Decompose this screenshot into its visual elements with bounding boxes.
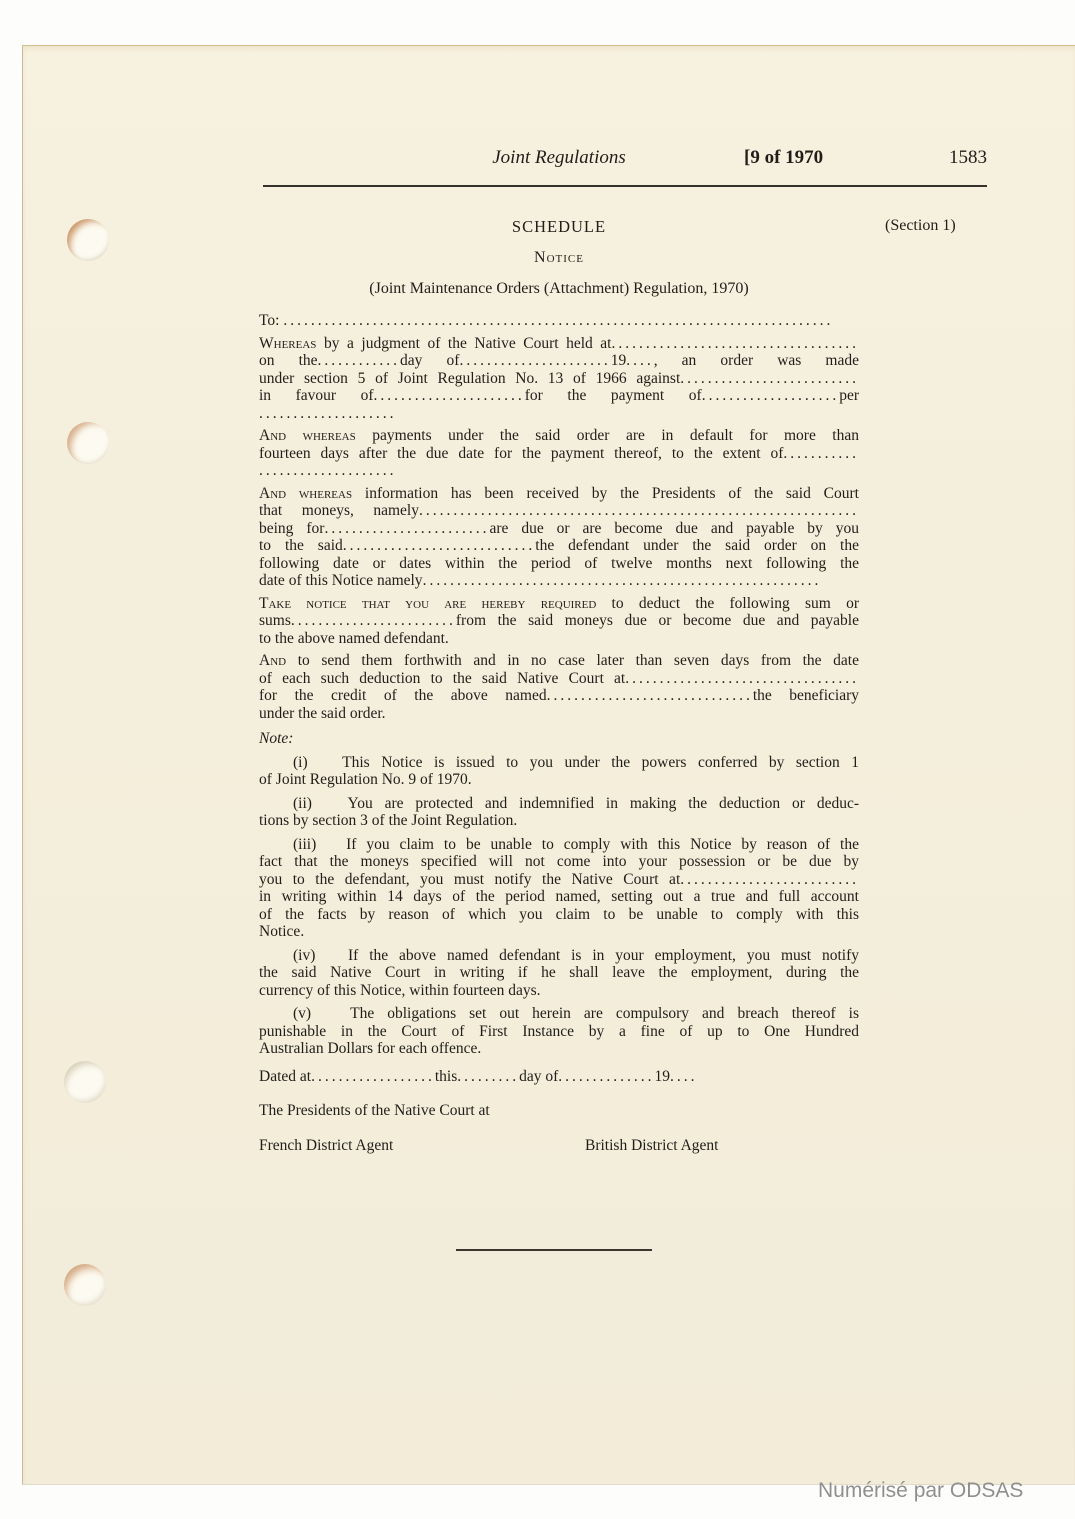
text-line: Dated at..................this.........day of..............19.... — [259, 1067, 698, 1085]
text-line: Notice. — [259, 923, 305, 940]
text-line: (iv) If the above named defendant is in your employment, you must notify — [293, 946, 859, 964]
french-district-agent-label: French District Agent — [259, 1136, 394, 1154]
text-line: currency of this Notice, within fourteen days. — [259, 981, 541, 999]
notice-body — [259, 312, 859, 1155]
text-line: To: ................................................................................ — [259, 312, 834, 329]
header-rule — [263, 185, 987, 187]
text-line: to the above named defendant. — [259, 629, 449, 647]
notice-paragraphs — [259, 312, 859, 1058]
british-district-agent-label: British District Agent — [585, 1136, 719, 1154]
schedule-title: SCHEDULE — [511, 217, 607, 236]
text-line: Take notice that you are hereby required to deduct the following sum or — [259, 594, 859, 612]
notice-heading: Notice — [534, 249, 584, 266]
text-line: you to the defendant, you must notify the Native Court at.......................... — [259, 870, 859, 888]
dated-line — [259, 1068, 859, 1086]
text-line: Australian Dollars for each offence. — [259, 1040, 482, 1057]
text-line: for the credit of the above named..............................the beneficiary — [259, 687, 859, 704]
signature-row — [259, 1137, 859, 1155]
punch-hole — [67, 422, 109, 464]
text-line: being for........................are due or are become due and payable by you — [259, 519, 859, 537]
text-line: punishable in the Court of First Instance by a fine of up to One Hundred — [259, 1022, 859, 1040]
punch-hole — [64, 1061, 106, 1103]
text-line: (iii) If you claim to be unable to comply with this Notice by reason of the — [293, 835, 859, 853]
text-line: of each such deduction to the said Native Court at.................................. — [259, 669, 859, 687]
text-line: that moneys, namely................................................................ — [259, 502, 859, 519]
regulation-subtitle: (Joint Maintenance Orders (Attachment) Regulation, 1970) — [369, 280, 749, 297]
text-line: the said Native Court in writing if he shall leave the employment, during the — [259, 964, 859, 981]
text-line: date of this Notice namely.......................................................... — [259, 572, 822, 589]
text-line: under section 5 of Joint Regulation No. 13 of 1966 against.......................... — [259, 369, 859, 387]
journal-title: Joint Regulations — [492, 147, 626, 168]
presidents-line: The Presidents of the Native Court at — [259, 1102, 490, 1119]
text-line: .................... — [259, 462, 397, 479]
text-line: (ii) You are protected and indemnified in making the deduction or deduc- — [293, 794, 859, 812]
text-line: fact that the moneys specified will not come into your possession or be due by — [259, 853, 859, 870]
text-line: tions by section 3 of the Joint Regulation. — [259, 812, 518, 829]
text-line: And to send them forthwith and in no case later than seven days from the date — [259, 652, 859, 669]
issue-reference: [9 of 1970 — [744, 147, 824, 168]
odsas-watermark: Numérisé par ODSAS — [818, 1479, 1024, 1502]
page-number: 1583 — [949, 147, 987, 168]
text-line: under the said order. — [259, 704, 386, 722]
separator-rule — [456, 1249, 652, 1251]
text-line: (v) The obligations set out herein are compulsory and breach thereof is — [293, 1005, 859, 1022]
text-line: And whereas payments under the said order are in default for more than — [259, 427, 859, 444]
text-line: Whereas by a judgment of the Native Court held at.................................... — [259, 334, 859, 352]
text-line: (i) This Notice is issued to you under the powers conferred by section 1 — [293, 753, 859, 771]
punch-hole — [64, 1264, 106, 1306]
text-line: to the said............................the defendant under the said order on the — [259, 537, 859, 554]
text-line: .................... — [259, 404, 397, 422]
text-line: fourteen days after the due date for the payment thereof, to the extent of........... — [259, 444, 859, 462]
text-line: in favour of......................for the payment of....................per — [259, 387, 859, 404]
text-line: of Joint Regulation No. 9 of 1970. — [259, 771, 472, 788]
text-line: following date or dates within the period of twelve months next following the — [259, 554, 859, 572]
text-line: in writing within 14 days of the period named, setting out a true and full account — [259, 888, 859, 905]
text-line: sums........................from the said moneys due or become due and payable — [259, 612, 859, 629]
document-page — [22, 45, 1075, 1485]
text-line: on the............day of......................19...., an order was made — [259, 352, 859, 369]
text-line: And whereas information has been received by the Presidents of the said Court — [259, 484, 859, 502]
section-reference: (Section 1) — [885, 217, 956, 234]
text-line: of the facts by reason of which you claim to be unable to comply with this — [259, 905, 859, 923]
text-line: Note: — [259, 730, 294, 747]
punch-hole — [67, 219, 109, 261]
